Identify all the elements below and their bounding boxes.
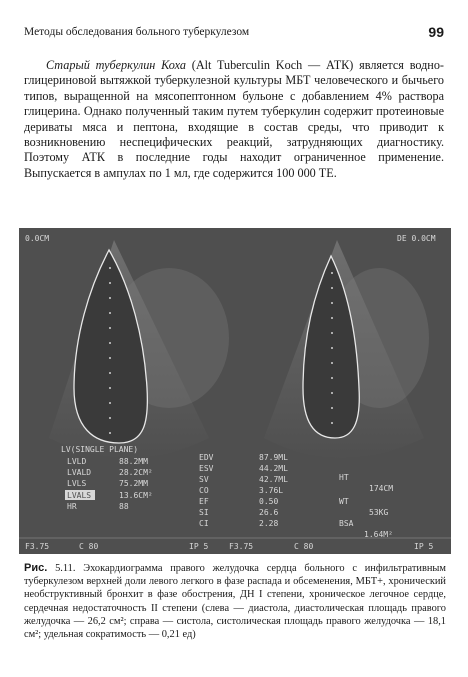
svg-text:LVALS: LVALS [67, 491, 92, 500]
right-depth-label: DE 0.0CM [397, 234, 436, 243]
svg-text:2.28: 2.28 [259, 519, 279, 528]
figure-caption [24, 562, 446, 641]
svg-text:C 80: C 80 [79, 542, 99, 551]
figure-number: 5.11. [55, 563, 76, 574]
caption-text: Эхокардиограмма правого желудочка сердца больного с инфильтративным туберкулезом верхней доли левого легкого в фазе распада и обсеменения, МБТ+, хронический необструктивный бронхит в фазе обострения, ДН I степени, хроническое легочное сердце, сердечная недостаточность II степени (слева — диастола, диастолическая площадь правого желудочка — 26,2 см²; справа — систола, систолическая площадь правого желудочка — 18,1 см²; удельная сократимость — 0,21 ед) [24, 563, 446, 641]
svg-text:0.50: 0.50 [259, 497, 279, 506]
svg-text:13.6CM²: 13.6CM² [119, 491, 153, 500]
svg-text:42.7ML: 42.7ML [259, 475, 288, 484]
running-title: Методы обследования больного туберкулезом [24, 26, 250, 38]
left-depth-label: 0.0CM [25, 234, 50, 243]
figure-label: Рис. [24, 562, 48, 574]
svg-text:75.2MM: 75.2MM [119, 479, 148, 488]
svg-text:IP 5: IP 5 [414, 542, 434, 551]
svg-text:F3.75: F3.75 [25, 542, 50, 551]
svg-text:26.6: 26.6 [259, 508, 279, 517]
svg-text:87.9ML: 87.9ML [259, 453, 288, 462]
echocardiogram-figure [19, 228, 451, 554]
svg-text:BSA: BSA [339, 519, 354, 528]
svg-text:LVLS: LVLS [67, 479, 87, 488]
svg-text:88.2MM: 88.2MM [119, 457, 148, 466]
paragraph-text: (Alt Tuberculin Koch — АТК) является водно-глицериновой вытяжкой туберкулезной культуры МБТ человеческого и бычьего типов, выращенной на мясопептонном бульоне с добавлением 4% раствора глицерина. Однако полученный таким путем туберкулин содержит протеиновые дериваты мяса и пептона, входящие в состав среды, что приводит к возникновению неспецифических реакций, затрудняющих диагностику. Поэтому АТК в последние годы находит ограниченное применение. Выпускается в ампулах по 1 мл, где содержится 100 000 ТЕ. [24, 58, 444, 180]
body-paragraph [24, 58, 444, 181]
svg-text:174CM: 174CM [369, 484, 394, 493]
page-number: 99 [428, 24, 444, 40]
svg-text:IP 5: IP 5 [189, 542, 209, 551]
svg-text:HT: HT [339, 473, 349, 482]
svg-text:3.76L: 3.76L [259, 486, 284, 495]
paragraph-lead: Старый туберкулин Коха [46, 58, 186, 72]
svg-text:EDV: EDV [199, 453, 214, 462]
svg-text:SV: SV [199, 475, 209, 484]
svg-text:EF: EF [199, 497, 209, 506]
svg-text:CO: CO [199, 486, 209, 495]
svg-text:88: 88 [119, 502, 129, 511]
svg-text:LVALD: LVALD [67, 468, 92, 477]
svg-text:SI: SI [199, 508, 209, 517]
svg-text:F3.75: F3.75 [229, 542, 254, 551]
svg-text:C 80: C 80 [294, 542, 314, 551]
svg-text:28.2CM²: 28.2CM² [119, 468, 153, 477]
svg-text:ESV: ESV [199, 464, 214, 473]
running-header [24, 26, 444, 42]
svg-text:WT: WT [339, 497, 349, 506]
svg-text:53KG: 53KG [369, 508, 389, 517]
svg-text:HR: HR [67, 502, 77, 511]
echocardiogram-image [19, 228, 451, 554]
svg-text:1.64M²: 1.64M² [364, 530, 393, 539]
svg-text:LVLD: LVLD [67, 457, 87, 466]
svg-text:44.2ML: 44.2ML [259, 464, 288, 473]
svg-text:CI: CI [199, 519, 209, 528]
measurement-header: LV(SINGLE PLANE) [61, 445, 139, 454]
